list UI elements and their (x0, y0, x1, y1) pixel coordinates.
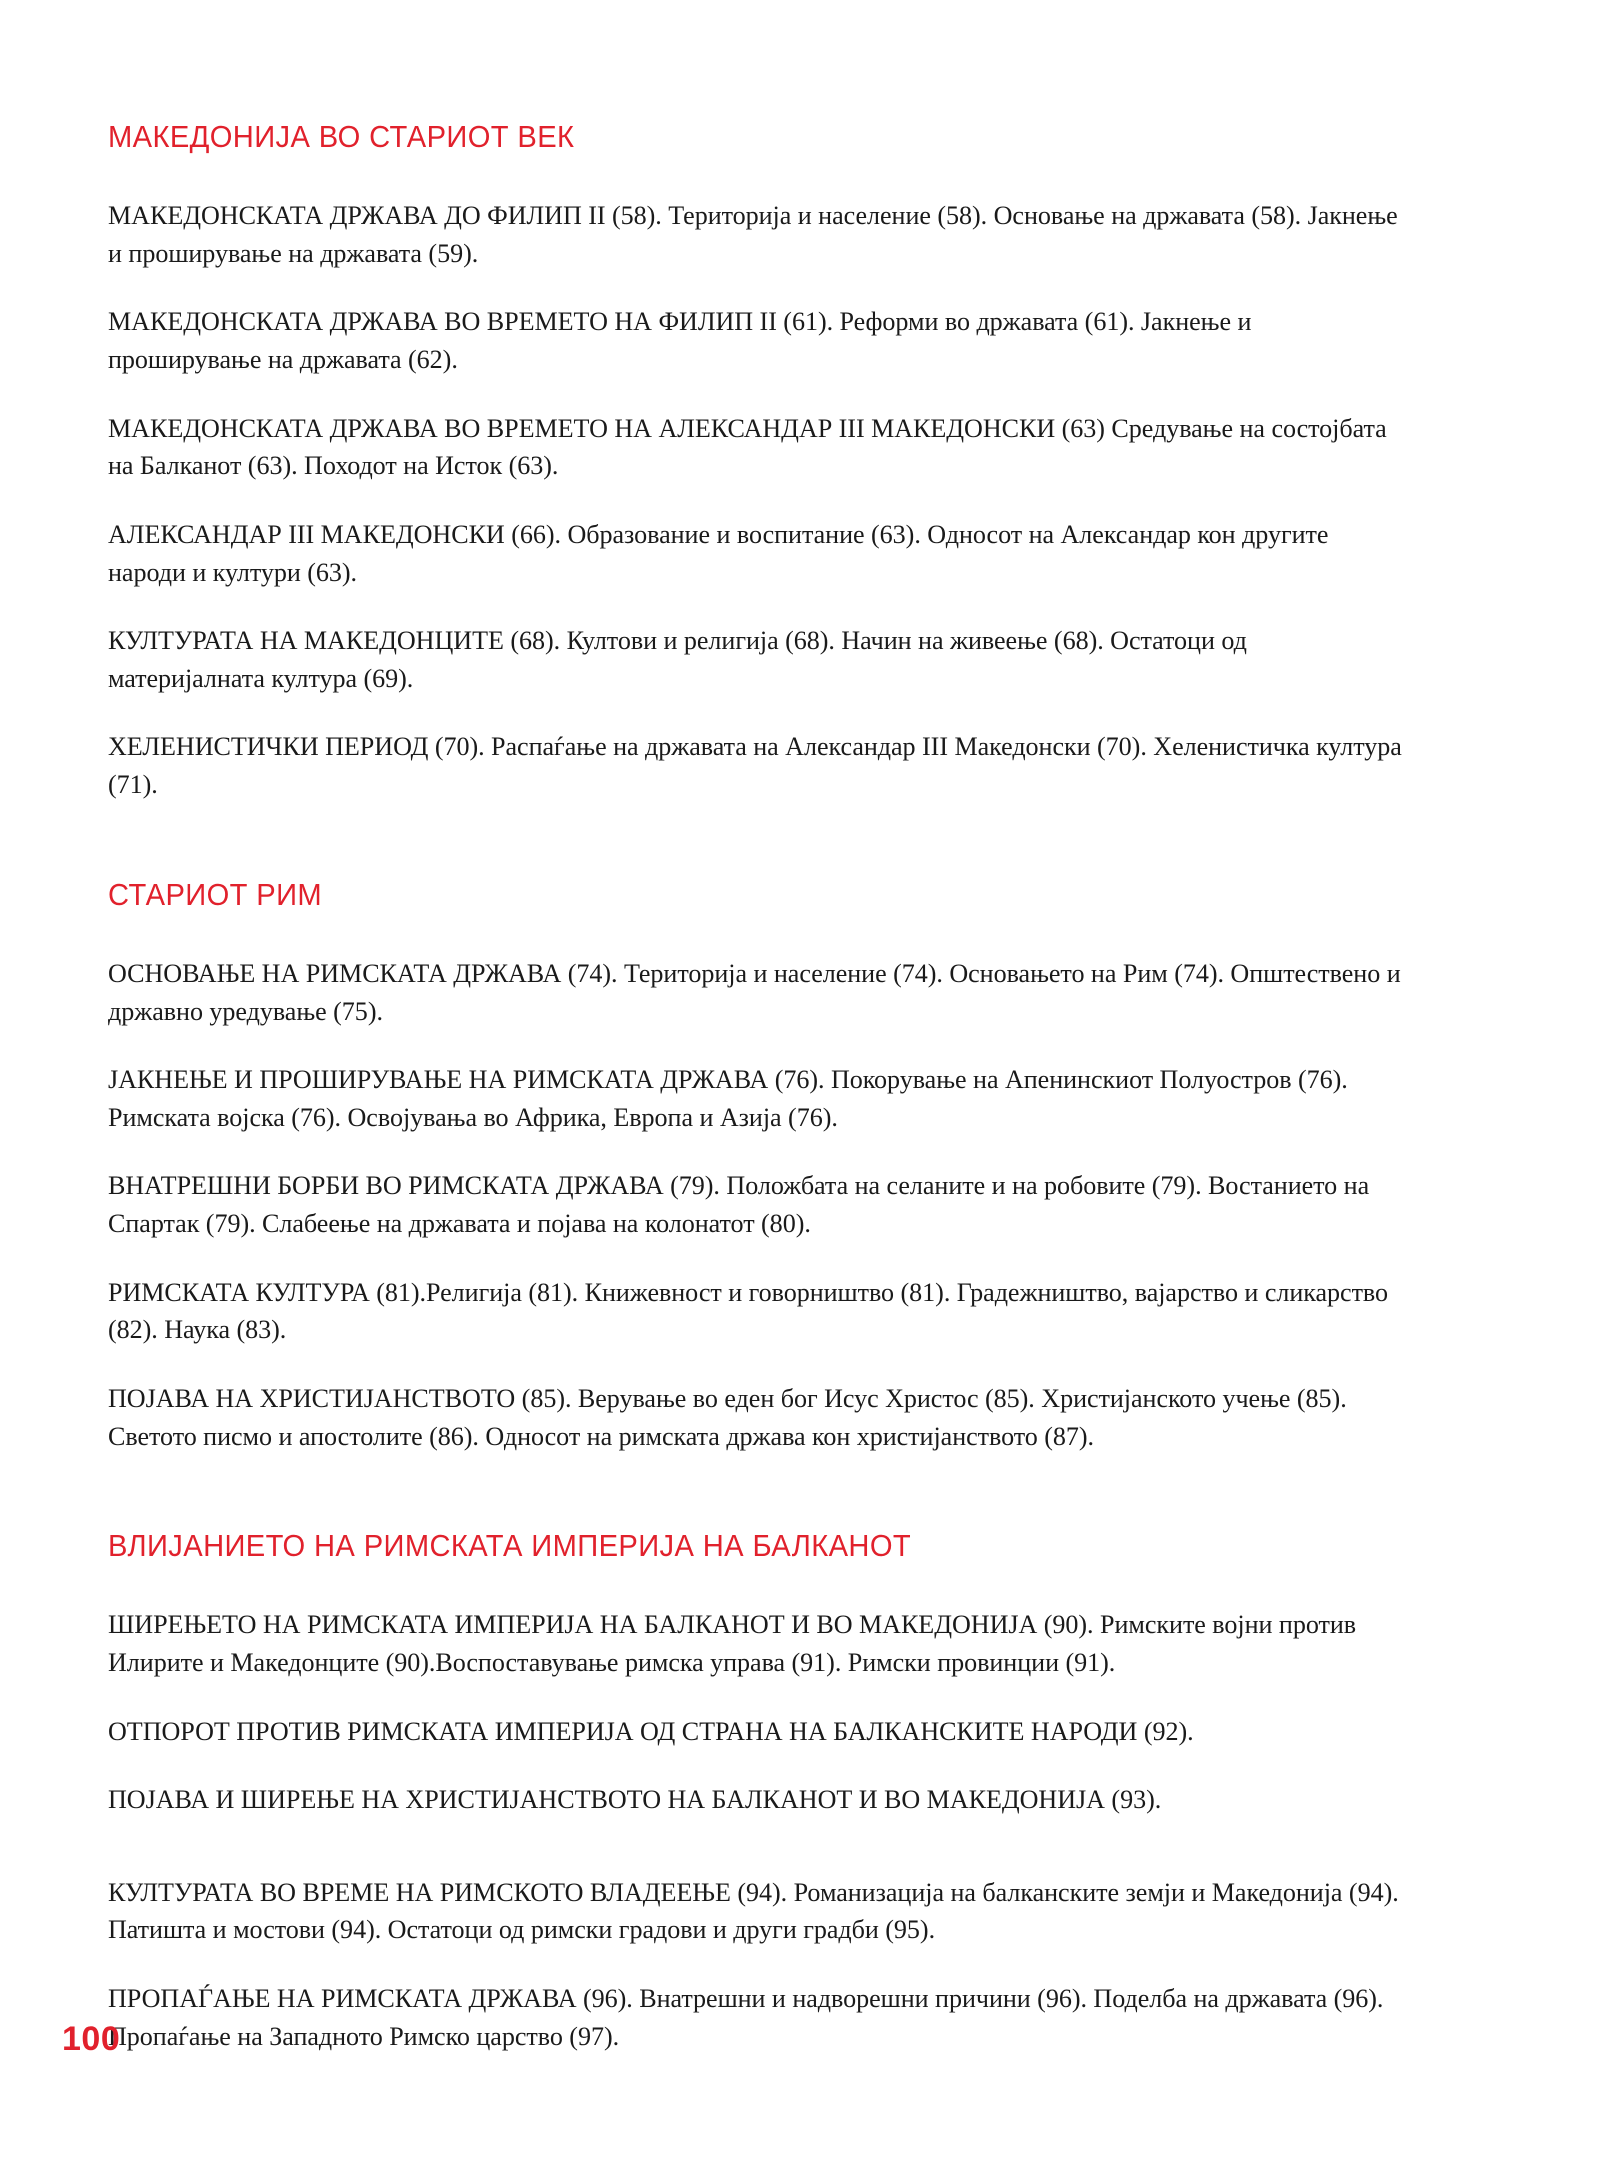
toc-entry: КУЛТУРАТА НА МАКЕДОНЦИТЕ (68). Култови и религија (68). Начин на живеење (68). Остатоци од материјалната култура (69). (108, 625, 1247, 693)
section-heading-ancient-rome: СТАРИОТ РИМ (108, 876, 323, 912)
toc-content (108, 118, 1428, 2055)
toc-entry: ПОЈАВА НА ХРИСТИЈАНСТВОТО (85). Верување во еден бог Исус Христос (85). Христијанското учење (85). Светото писмо и апостолите (86). Односот на римската држава кон христијанството (87). (108, 1382, 1347, 1451)
toc-entry: ВНАТРЕШНИ БОРБИ ВО РИМСКАТА ДРЖАВА (79). Положбата на селаните и на робовите (79). Востанието на Спартак (79). Слабеење на државата и појава на колонатот (80). (108, 1170, 1370, 1238)
section-heading-roman-empire-balkans: ВЛИЈАНИЕТО НА РИМСКАТА ИМПЕРИЈА НА БАЛКАНОТ (108, 1528, 912, 1564)
toc-entry: МАКЕДОНСКАТА ДРЖАВА ВО ВРЕМЕТО НА АЛЕКСАНДАР III МАКЕДОНСКИ (63) Средување на состојбата на Балканот (63). Походот на Исток (63). (108, 412, 1387, 481)
page-number: 100 (62, 2020, 121, 2058)
toc-entry: МАКЕДОНСКАТА ДРЖАВА ДО ФИЛИП II (58). Територија и население (58). Основање на државата (58). Јакнење и проширување на државата (59). (108, 200, 1398, 268)
toc-entry: ПРОПАЃАЊЕ НА РИМСКАТА ДРЖАВА (96). Внатрешни и надворешни причини (96). Поделба на државата (96). Пропаѓање на Западното Римско царство (97). (108, 1983, 1384, 2051)
section-entries-ancient-rome (108, 955, 1428, 1455)
section-heading-macedonia: МАКЕДОНИЈА ВО СТАРИОТ ВЕК (108, 119, 575, 154)
section-entries-macedonia (108, 197, 1428, 804)
toc-entry: ШИРЕЊЕТО НА РИМСКАТА ИМПЕРИЈА НА БАЛКАНОТ И ВО МАКЕДОНИЈА (90). Римските војни против Илирите и Македонците (90).Воспоставување римска управа (91). Римски провинции (91). (108, 1609, 1357, 1677)
toc-entry: ХЕЛЕНИСТИЧКИ ПЕРИОД (70). Распаѓање на државата на Александар III Македонски (70). Хеленистичка култура (71). (108, 731, 1402, 800)
toc-entry: РИМСКАТА КУЛТУРА (81).Религија (81). Книжевност и говорништво (81). Градежништво, вајарство и сликарство (82). Наука (83). (108, 1276, 1389, 1345)
toc-entry: ОТПОРОТ ПРОТИВ РИМСКАТА ИМПЕРИЈА ОД СТРАНА НА БАЛКАНСКИТЕ НАРОДИ (92). (108, 1715, 1194, 1746)
toc-entry: МАКЕДОНСКАТА ДРЖАВА ВО ВРЕМЕТО НА ФИЛИП II (61). Реформи во државата (61). Јакнење и проширување на државата (62). (108, 306, 1252, 375)
toc-entry: ОСНОВАЊЕ НА РИМСКАТА ДРЖАВА (74). Територија и население (74). Основањето на Рим (74). Општествено и државно уредување (75). (108, 957, 1401, 1026)
toc-entry: КУЛТУРАТА ВО ВРЕМЕ НА РИМСКОТО ВЛАДЕЕЊЕ (94). Романизација на балканските земји и Македонија (94). Патишта и мостови (94). Остатоци од римски градови и други градби (95). (108, 1876, 1399, 1945)
toc-entry: ПОЈАВА И ШИРЕЊЕ НА ХРИСТИЈАНСТВОТО НА БАЛКАНОТ И ВО МАКЕДОНИЈА (93). (108, 1784, 1162, 1815)
toc-entry: АЛЕКСАНДАР III МАКЕДОНСКИ (66). Образование и воспитание (63). Односот на Александар кон другите народи и култури (63). (108, 518, 1329, 587)
toc-entry: ЈАКНЕЊЕ И ПРОШИРУВАЊЕ НА РИМСКАТА ДРЖАВА (76). Покорување на Апенинскиот Полуостров (76). Римската војска (76). Освојувања во Африка, Европа и Азија (76). (108, 1064, 1348, 1132)
section-entries-roman-empire-balkans (108, 1606, 1428, 2055)
